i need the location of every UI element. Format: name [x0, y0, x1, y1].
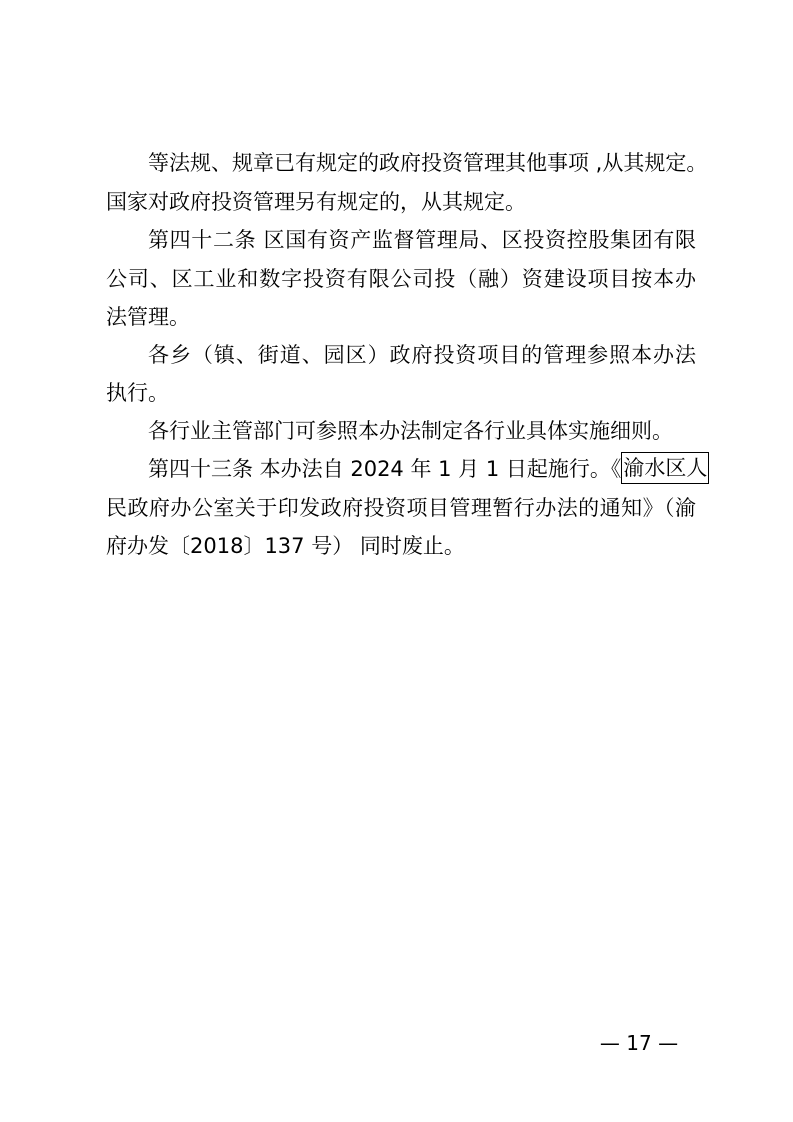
- article-43-line-2: 民政府办公室关于印发政府投资项目管理暂行办法的通知》（渝: [106, 496, 696, 520]
- paragraph-1-line-1: 等法规、规章已有规定的政府投资管理其他事项 ,从其规定。: [148, 151, 708, 175]
- article-43-line-3: 府办发〔2018〕137 号） 同时废止。: [106, 534, 465, 558]
- article-43-line-1-text: 第四十三条 本办法自 2024 年 1 月 1 日起施行。《: [148, 457, 622, 481]
- paragraph-4-line-1: 各行业主管部门可参照本办法制定各行业具体实施细则。: [148, 419, 673, 443]
- highlight-box: 渝水区人: [621, 452, 709, 484]
- article-42-line-2: 公司、区工业和数字投资有限公司投（融）资建设项目按本办: [106, 267, 696, 291]
- paragraph-3-line-1: 各乡（镇、街道、园区）政府投资项目的管理参照本办法: [148, 343, 696, 367]
- page-number: — 17 —: [599, 1031, 679, 1055]
- paragraph-1-line-2: 国家对政府投资管理另有规定的，从其规定。: [106, 190, 526, 214]
- paragraph-3-line-2: 执行。: [106, 381, 169, 405]
- article-42-line-3: 法管理。: [106, 305, 190, 329]
- article-43-line-1: [148, 449, 708, 489]
- article-42-line-1: 第四十二条 区国有资产监督管理局、区投资控股集团有限: [148, 228, 696, 252]
